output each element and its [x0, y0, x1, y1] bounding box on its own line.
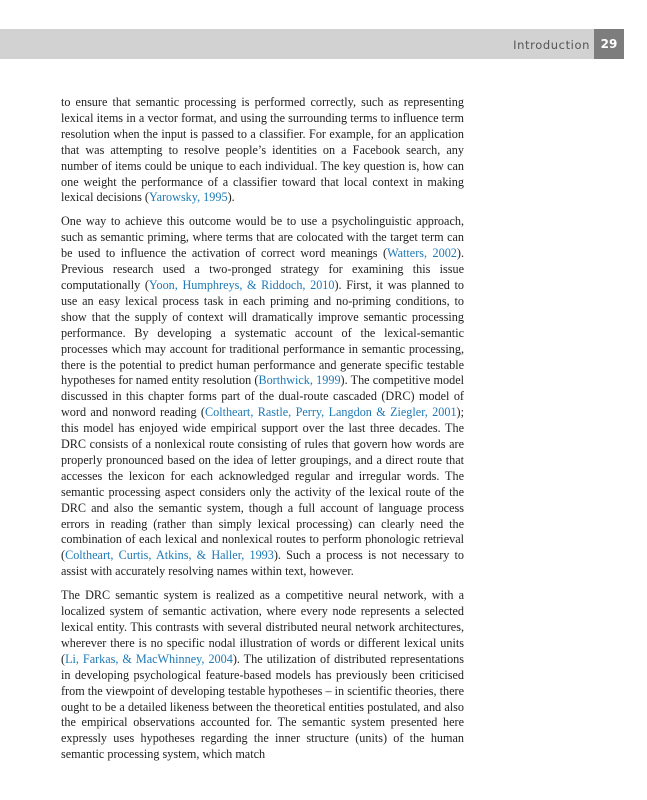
- citation-link[interactable]: Yarowsky, 1995: [149, 190, 228, 205]
- citation-link[interactable]: Coltheart, Curtis, Atkins, & Haller, 1993: [65, 548, 274, 563]
- paragraph-text: ); this model has enjoyed wide empirical support over the last three decades. The DRC consists of a nonlexical route consisting of rules that govern how words are properly pronounced based on the idea of letter groupings, and a direct route that accesses the lexicon for each acknowledged regular and irregular words. The semantic processing aspect considers only the activity of the lexical route of the DRC and also the semantic system, though a full account of language process errors in reading (rather than simply lexical processing) can clearly need the combination of each lexical and nonlexical routes to perform phonologic retrieval (: [61, 405, 464, 563]
- paragraph-text: ). First, it was planned to use an easy lexical process task in each priming and no-priming conditions, to show that the supply of context will dramatically improve semantic processing performance. By developing a systematic account of the lexical-semantic processes which may account for traditional performance in semantic processing, there is the potential to predict human performance and generate specific testable hypotheses for named entity resolution (: [61, 277, 464, 388]
- citation-link[interactable]: Li, Farkas, & MacWhinney, 2004: [65, 651, 233, 666]
- running-header-band: [0, 29, 594, 59]
- citation-link[interactable]: Watters, 2002: [387, 246, 457, 261]
- citation-link[interactable]: Coltheart, Rastle, Perry, Langdon & Ziegler, 2001: [204, 405, 457, 420]
- paragraph-text: The DRC semantic system is realized as a competitive neural network, with a localized system of semantic activation, where every node represents a selected lexical entity. This contrasts with several distributed neural network architectures, wherever there is no specific nodal illustration of words or different lexical units (: [61, 588, 464, 666]
- paragraph-text: ). The competitive model discussed in this chapter forms part of the dual-route cascaded (DRC) model of word and nonword reading (: [61, 373, 464, 420]
- paragraph: [61, 588, 464, 763]
- paragraph-text: ). The utilization of distributed representations in developing psychological feature-based models has previously been criticised from the viewpoint of developing testable hypotheses – in scientific theories, there ought to be a detailed likeness between the theoretical entities postulated, and also the empirical observations accounted for. The semantic system presented here expressly uses hypotheses regarding the inner structure (units) of the human semantic processing system, which match: [61, 651, 465, 762]
- citation-link[interactable]: Yoon, Humphreys, & Riddoch, 2010: [148, 277, 335, 292]
- paragraph: [61, 95, 464, 206]
- running-header-title: Introduction: [513, 38, 590, 52]
- citation-link[interactable]: Borthwick, 1999: [258, 373, 341, 388]
- paragraph-text: ).: [227, 190, 235, 205]
- paragraph-text: ). Such a process is not necessary to assist with accurately resolving names within text, however.: [61, 548, 465, 579]
- body-text: [61, 95, 464, 771]
- page-number: 29: [594, 29, 624, 59]
- paragraph-text: One way to achieve this outcome would be to use a psycholinguistic approach, such as semantic priming, where terms that are colocated with the target term can be used to influence the activation of correct word meanings (: [61, 214, 464, 261]
- paragraph: [61, 214, 464, 580]
- paragraph-text: to ensure that semantic processing is performed correctly, such as representing lexical items in a vector format, and using the surrounding terms to influence term resolution when the input is passed to a classifier. For example, for an application that was attempting to resolve people’s identities on a Facebook search, any number of items could be unique to each individual. The key question is, how can one weight the performance of a classifier toward that local context in making lexical decisions (: [61, 95, 464, 205]
- paragraph-text: ). Previous research used a two-pronged strategy for examining this issue computationally (: [61, 246, 464, 292]
